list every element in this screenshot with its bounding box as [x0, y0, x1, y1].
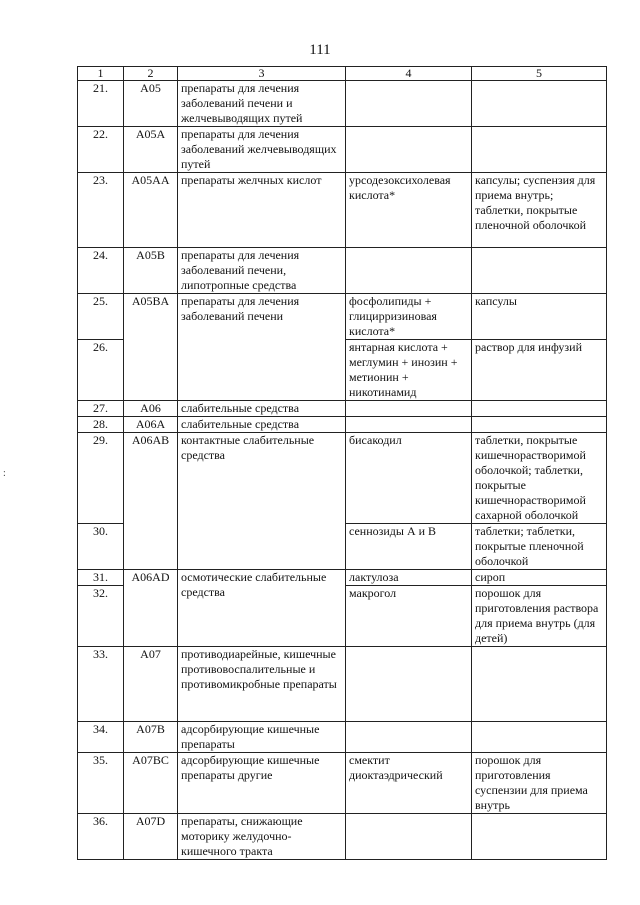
drug-name — [346, 81, 472, 127]
page-number: 111 — [309, 42, 331, 58]
drug-name — [346, 401, 472, 417]
atc-code: A05A — [124, 127, 178, 173]
drug-list-table — [77, 66, 607, 860]
group-name: противодиарейные, кишечные противовоспалительные и противомикробные препараты — [178, 647, 346, 722]
atc-code: A07BC — [124, 753, 178, 814]
group-name: осмотические слабительные средства — [178, 570, 346, 647]
row-number: 30. — [78, 524, 124, 570]
row-number: 21. — [78, 81, 124, 127]
table-row — [78, 753, 607, 814]
group-name: препараты для лечения заболеваний печени — [178, 294, 346, 401]
row-number: 36. — [78, 814, 124, 860]
margin-mark: : — [3, 468, 6, 479]
table-header-row — [78, 67, 607, 81]
table-row — [78, 722, 607, 753]
group-name: адсорбирующие кишечные препараты другие — [178, 753, 346, 814]
drug-name — [346, 814, 472, 860]
drug-name: смектит диоктаэдрический — [346, 753, 472, 814]
dosage-form: сироп — [472, 570, 607, 586]
dosage-form — [472, 647, 607, 722]
dosage-form: раствор для инфузий — [472, 340, 607, 401]
atc-code: A07 — [124, 647, 178, 722]
dosage-form — [472, 127, 607, 173]
group-name: препараты, снижающие моторику желудочно-кишечного тракта — [178, 814, 346, 860]
table-row — [78, 294, 607, 340]
group-name: препараты для лечения заболеваний желчевыводящих путей — [178, 127, 346, 173]
group-name: слабительные средства — [178, 401, 346, 417]
atc-code: A05B — [124, 248, 178, 294]
dosage-form — [472, 814, 607, 860]
group-name: препараты для лечения заболеваний печени, липотропные средства — [178, 248, 346, 294]
dosage-form — [472, 81, 607, 127]
row-number: 32. — [78, 586, 124, 647]
column-header: 1 — [78, 67, 124, 81]
dosage-form: таблетки, покрытые кишечнорастворимой оболочкой; таблетки, покрытые кишечнорастворимой сахарной оболочкой — [472, 433, 607, 524]
table-row — [78, 401, 607, 417]
row-number: 35. — [78, 753, 124, 814]
table-row — [78, 81, 607, 127]
table-row — [78, 417, 607, 433]
table-row — [78, 173, 607, 248]
column-header: 2 — [124, 67, 178, 81]
drug-name — [346, 722, 472, 753]
drug-name: лактулоза — [346, 570, 472, 586]
table-row — [78, 433, 607, 524]
drug-name — [346, 417, 472, 433]
group-name: контактные слабительные средства — [178, 433, 346, 570]
row-number: 34. — [78, 722, 124, 753]
drug-name — [346, 127, 472, 173]
atc-code: A05 — [124, 81, 178, 127]
dosage-form: таблетки; таблетки, покрытые пленочной оболочкой — [472, 524, 607, 570]
group-name: препараты желчных кислот — [178, 173, 346, 248]
row-number: 26. — [78, 340, 124, 401]
row-number: 31. — [78, 570, 124, 586]
drug-name: янтарная кислота + меглумин + инозин + метионин + никотинамид — [346, 340, 472, 401]
dosage-form: порошок для приготовления раствора для приема внутрь (для детей) — [472, 586, 607, 647]
column-header: 5 — [472, 67, 607, 81]
dosage-form: порошок для приготовления суспензии для приема внутрь — [472, 753, 607, 814]
drug-name: макрогол — [346, 586, 472, 647]
row-number: 29. — [78, 433, 124, 524]
table-row — [78, 570, 607, 586]
dosage-form — [472, 248, 607, 294]
row-number: 28. — [78, 417, 124, 433]
atc-code: A07D — [124, 814, 178, 860]
row-number: 33. — [78, 647, 124, 722]
dosage-form: капсулы; суспензия для приема внутрь; таблетки, покрытые пленочной оболочкой — [472, 173, 607, 248]
atc-code: A06AD — [124, 570, 178, 647]
table-row — [78, 127, 607, 173]
group-name: препараты для лечения заболеваний печени и желчевыводящих путей — [178, 81, 346, 127]
group-name: адсорбирующие кишечные препараты — [178, 722, 346, 753]
drug-name: бисакодил — [346, 433, 472, 524]
dosage-form — [472, 722, 607, 753]
atc-code: A05AA — [124, 173, 178, 248]
drug-name: фосфолипиды + глицирризиновая кислота* — [346, 294, 472, 340]
atc-code: A07B — [124, 722, 178, 753]
group-name: слабительные средства — [178, 417, 346, 433]
table-row — [78, 248, 607, 294]
atc-code: A06 — [124, 401, 178, 417]
drug-name: сеннозиды А и В — [346, 524, 472, 570]
dosage-form — [472, 417, 607, 433]
atc-code: A06AB — [124, 433, 178, 570]
atc-code: A06A — [124, 417, 178, 433]
column-header: 4 — [346, 67, 472, 81]
column-header: 3 — [178, 67, 346, 81]
dosage-form: капсулы — [472, 294, 607, 340]
row-number: 25. — [78, 294, 124, 340]
table-row — [78, 647, 607, 722]
drug-name — [346, 248, 472, 294]
drug-name — [346, 647, 472, 722]
row-number: 22. — [78, 127, 124, 173]
row-number: 24. — [78, 248, 124, 294]
dosage-form — [472, 401, 607, 417]
drug-name: урсодезоксихолевая кислота* — [346, 173, 472, 248]
table-row — [78, 814, 607, 860]
atc-code: A05BA — [124, 294, 178, 401]
row-number: 23. — [78, 173, 124, 248]
row-number: 27. — [78, 401, 124, 417]
